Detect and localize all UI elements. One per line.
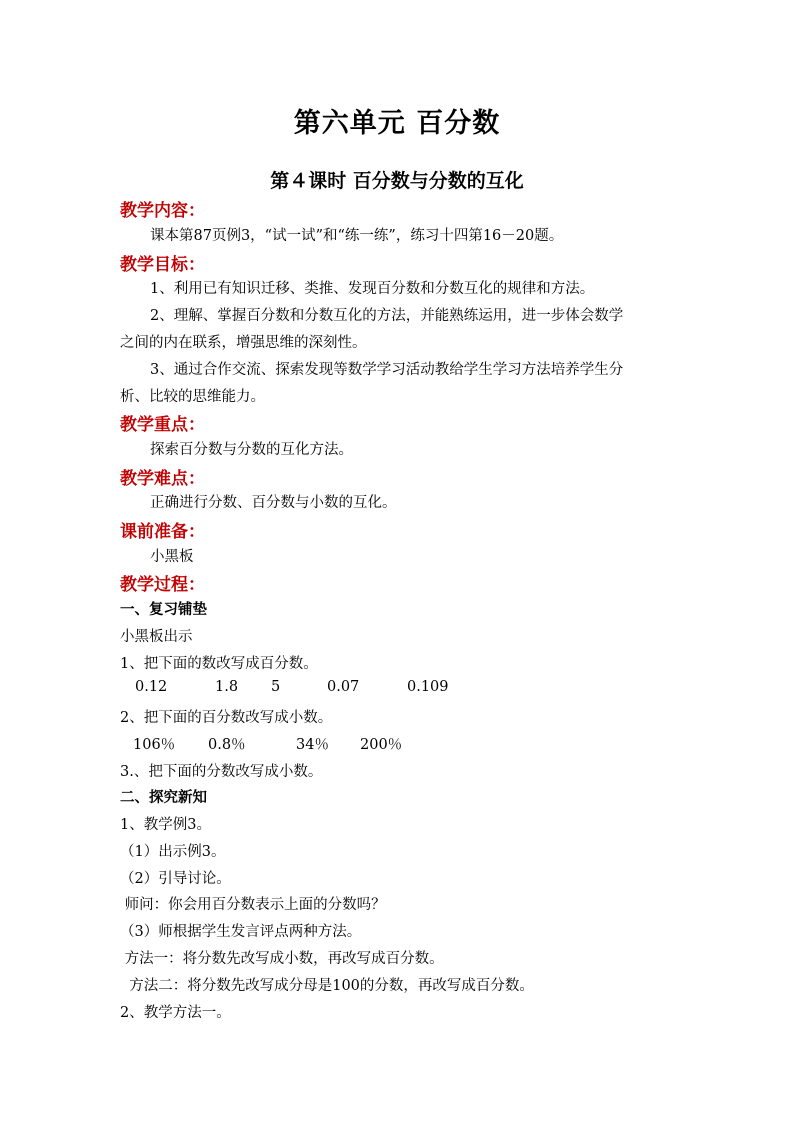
review-line-1: 小黑板出示: [120, 629, 193, 645]
heading-preparation: 课前准备：: [120, 522, 205, 542]
goal-1: 1、利用已有知识迁移、类推、发现百分数和分数互化的规律和方法。: [150, 281, 595, 297]
heading-process: 教学过程：: [120, 575, 205, 595]
goal-2-line-2: 之间的内在联系，增强思维的深刻性。: [120, 335, 367, 351]
explore-line-3: （2）引导讨论。: [120, 871, 231, 887]
goal-3-line-1: 3、通过合作交流、探索发现等数学学习活动教给学生学习方法培养学生分: [150, 362, 624, 378]
review-question-1: 1、把下面的数改写成百分数。: [120, 656, 318, 672]
review-q2-values: [133, 733, 402, 754]
lesson-subtitle: 第４课时 百分数与分数的互化: [270, 170, 524, 192]
section-review: 一、复习铺垫: [120, 601, 207, 618]
unit-title: 第六单元 百分数: [293, 108, 501, 139]
explore-line-5: （3）师根据学生发言评点两种方法。: [120, 924, 362, 940]
review-q1-values: [135, 679, 449, 695]
q2-value: 106％: [133, 737, 176, 753]
q2-value: 0.8％: [208, 737, 246, 753]
review-question-2: 2、把下面的百分数改写成小数。: [120, 710, 333, 726]
section-explore: 二、探究新知: [120, 789, 207, 806]
difficulties-text: 正确进行分数、百分数与小数的互化。: [150, 495, 397, 511]
key-points-text: 探索百分数与分数的互化方法。: [150, 442, 353, 458]
review-question-3: 3.、把下面的分数改写成小数。: [120, 764, 323, 780]
q2-value: 200％: [360, 737, 403, 753]
q2-value: 34％: [296, 737, 329, 753]
q1-value: 0.12: [135, 679, 168, 695]
explore-line-1: 1、教学例3。: [120, 817, 211, 833]
heading-content: 教学内容：: [120, 201, 205, 221]
explore-line-6: 方法一：将分数先改写成小数，再改写成百分数。: [120, 951, 444, 967]
heading-difficulties: 教学难点：: [120, 469, 205, 489]
goal-2-line-1: 2、理解、掌握百分数和分数互化的方法，并能熟练运用，进一步体会数学: [150, 308, 624, 324]
preparation-text: 小黑板: [150, 549, 194, 565]
q1-value: 0.07: [327, 679, 360, 695]
heading-key-points: 教学重点：: [120, 415, 205, 435]
explore-line-4: 师问：你会用百分数表示上面的分数吗？: [120, 897, 386, 913]
explore-line-2: （1）出示例3。: [120, 844, 226, 860]
q1-value: 1.8: [215, 679, 239, 695]
explore-line-7: 方法二：将分数先改写成分母是100的分数，再改写成百分数。: [120, 978, 534, 994]
explore-line-8: 2、教学方法一。: [120, 1005, 231, 1021]
goal-3-line-2: 析、比较的思维能力。: [120, 389, 265, 405]
content-text: 课本第87页例3，“试一试”和“练一练”，练习十四第16－20题。: [150, 228, 564, 244]
q1-value: 5: [271, 679, 281, 695]
heading-goals: 教学目标：: [120, 255, 205, 275]
q1-value: 0.109: [407, 679, 449, 695]
